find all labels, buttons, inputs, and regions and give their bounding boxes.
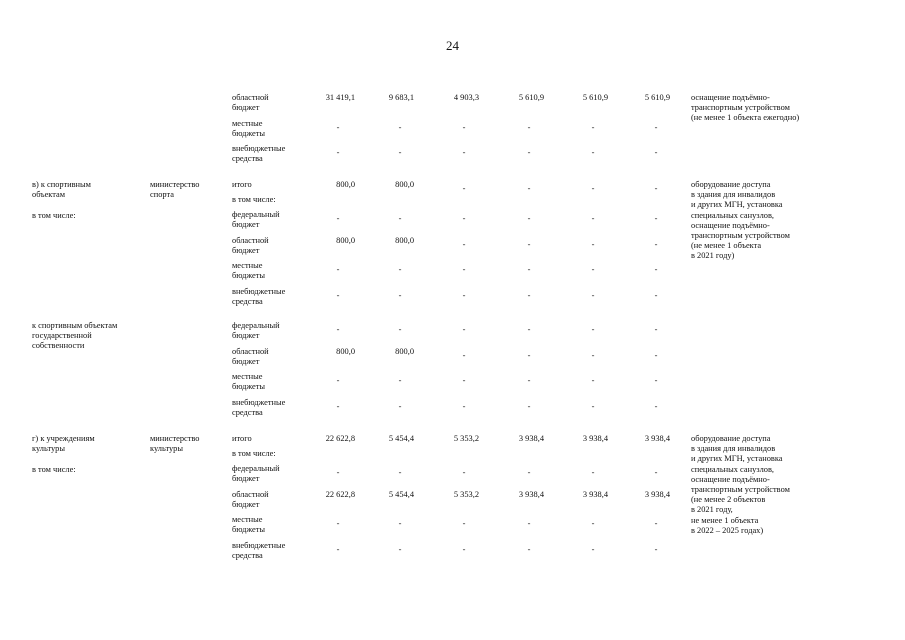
- value-dash: -: [654, 184, 658, 193]
- value-dash: -: [398, 401, 402, 411]
- funding-source: бюджеты: [232, 128, 266, 138]
- funding-source: местные: [232, 372, 263, 381]
- value-dash: -: [462, 544, 466, 554]
- section-label: объектам: [32, 190, 66, 200]
- value-dash: -: [336, 544, 340, 554]
- value-dash: -: [591, 148, 595, 157]
- value-dash: -: [654, 214, 658, 223]
- value-dash: -: [654, 350, 658, 360]
- section-label: культуры: [32, 444, 65, 454]
- funding-source: областной: [232, 489, 269, 499]
- value-dash: -: [527, 325, 531, 334]
- result-text: оснащение подъёмно-: [691, 474, 770, 484]
- value-dash: -: [654, 290, 658, 300]
- section-label: государственной: [32, 331, 92, 341]
- funding-source: средства: [232, 550, 263, 560]
- funding-source: федеральный: [232, 464, 280, 473]
- value-dash: -: [462, 376, 466, 385]
- value-dash: -: [654, 265, 658, 274]
- result-text: в 2021 году,: [691, 505, 733, 515]
- value-dash: -: [462, 148, 466, 157]
- ministry-name: министерство: [150, 434, 200, 443]
- value-dash: -: [591, 376, 595, 385]
- value-dash: -: [654, 376, 658, 385]
- funding-source: в том числе:: [232, 449, 276, 458]
- section-label: в том числе:: [32, 210, 76, 220]
- funding-source: местные: [232, 515, 263, 524]
- funding-source: бюджеты: [232, 525, 266, 535]
- result-text: оборудование доступа: [691, 434, 771, 443]
- value-dash: -: [398, 376, 402, 385]
- value-dash: -: [591, 290, 595, 300]
- value-dash: -: [336, 122, 340, 132]
- value-cell: 4 903,3: [453, 93, 479, 102]
- section-label: к спортивным объектам: [32, 321, 118, 330]
- value-cell: 800,0: [336, 235, 355, 245]
- result-text: оснащение подъёмно-: [691, 220, 770, 230]
- funding-source: бюджет: [232, 103, 260, 113]
- value-dash: -: [527, 401, 531, 411]
- value-cell: 22 622,8: [325, 434, 355, 443]
- value-cell: 3 938,4: [644, 434, 670, 443]
- value-cell: 5 353,2: [453, 434, 479, 443]
- result-text: (не менее 1 объекта ежегодно): [691, 113, 800, 123]
- value-cell: 5 454,4: [388, 434, 414, 443]
- funding-source: областной: [232, 235, 269, 245]
- funding-source: бюджет: [232, 499, 260, 509]
- value-dash: -: [591, 350, 595, 360]
- value-dash: -: [462, 239, 466, 249]
- value-dash: -: [654, 122, 658, 132]
- funding-source: средства: [232, 154, 263, 164]
- result-text: в здания для инвалидов: [691, 444, 776, 454]
- value-dash: -: [654, 401, 658, 411]
- funding-source: бюджет: [232, 220, 260, 230]
- funding-source: внебюджетные: [232, 144, 286, 153]
- funding-source: итого: [232, 434, 252, 443]
- value-cell: 3 938,4: [518, 489, 544, 499]
- value-dash: -: [398, 148, 402, 157]
- funding-source: бюджеты: [232, 382, 266, 392]
- value-dash: -: [654, 468, 658, 477]
- value-dash: -: [527, 468, 531, 477]
- result-text: в 2022 – 2025 годах): [691, 525, 764, 535]
- section-label: г) к учреждениям: [32, 434, 95, 443]
- value-dash: -: [336, 265, 340, 274]
- value-dash: -: [591, 265, 595, 274]
- funding-source: внебюджетные: [232, 286, 286, 296]
- funding-source: бюджет: [232, 245, 260, 255]
- value-cell: 3 938,4: [518, 434, 544, 443]
- value-cell: 5 454,4: [388, 489, 414, 499]
- value-dash: -: [462, 325, 466, 334]
- result-text: транспортным устройством: [691, 103, 790, 113]
- value-dash: -: [527, 519, 531, 528]
- value-dash: -: [527, 239, 531, 249]
- value-dash: -: [336, 214, 340, 223]
- value-cell: 31 419,1: [325, 93, 355, 102]
- ministry-name: министерство: [150, 180, 200, 189]
- result-text: специальных санузлов,: [691, 464, 774, 474]
- value-cell: 800,0: [336, 180, 355, 189]
- section-label: в) к спортивным: [32, 180, 91, 189]
- value-dash: -: [591, 184, 595, 193]
- ministry-name: культуры: [150, 444, 183, 454]
- value-dash: -: [527, 350, 531, 360]
- value-dash: -: [527, 148, 531, 157]
- value-cell: 9 683,1: [388, 93, 414, 102]
- funding-source: бюджет: [232, 331, 260, 341]
- value-dash: -: [527, 122, 531, 132]
- value-cell: 800,0: [395, 180, 414, 189]
- value-dash: -: [462, 519, 466, 528]
- value-dash: -: [591, 122, 595, 132]
- value-cell: 5 610,9: [518, 93, 544, 102]
- result-text: в 2021 году): [691, 251, 735, 261]
- value-cell: 5 353,2: [453, 489, 479, 499]
- result-text: специальных санузлов,: [691, 210, 774, 220]
- value-dash: -: [462, 401, 466, 411]
- value-dash: -: [654, 325, 658, 334]
- result-text: (не менее 2 объектов: [691, 495, 766, 505]
- value-dash: -: [591, 325, 595, 334]
- result-text: оснащение подъёмно-: [691, 93, 770, 102]
- value-dash: -: [398, 468, 402, 477]
- value-cell: 800,0: [336, 346, 355, 356]
- value-cell: 3 938,4: [582, 489, 608, 499]
- value-dash: -: [654, 544, 658, 554]
- funding-source: в том числе:: [232, 195, 276, 204]
- value-dash: -: [591, 401, 595, 411]
- funding-source: средства: [232, 407, 263, 417]
- value-dash: -: [654, 148, 658, 157]
- result-text: транспортным устройством: [691, 485, 790, 494]
- value-dash: -: [654, 519, 658, 528]
- value-dash: -: [462, 468, 466, 477]
- result-text: в здания для инвалидов: [691, 190, 776, 200]
- value-dash: -: [462, 184, 466, 193]
- ministry-name: спорта: [150, 190, 174, 200]
- value-dash: -: [398, 544, 402, 554]
- value-dash: -: [527, 376, 531, 385]
- value-cell: 5 610,9: [644, 93, 670, 102]
- value-dash: -: [462, 122, 466, 132]
- value-dash: -: [591, 468, 595, 477]
- value-dash: -: [654, 239, 658, 249]
- funding-source: местные: [232, 118, 263, 128]
- funding-source: итого: [232, 180, 252, 189]
- funding-source: бюджет: [232, 474, 260, 484]
- funding-source: областной: [232, 346, 269, 356]
- funding-source: местные: [232, 261, 263, 270]
- value-dash: -: [527, 544, 531, 554]
- funding-source: областной: [232, 93, 269, 102]
- value-dash: -: [462, 214, 466, 223]
- result-text: (не менее 1 объекта: [691, 241, 762, 251]
- result-text: и других МГН, установка: [691, 200, 783, 210]
- result-text: оборудование доступа: [691, 180, 771, 189]
- value-dash: -: [398, 214, 402, 223]
- value-dash: -: [591, 519, 595, 528]
- value-dash: -: [336, 401, 340, 411]
- result-text: не менее 1 объекта: [691, 515, 759, 525]
- funding-source: средства: [232, 296, 263, 306]
- value-dash: -: [462, 265, 466, 274]
- value-dash: -: [591, 239, 595, 249]
- funding-source: федеральный: [232, 210, 280, 219]
- funding-source: внебюджетные: [232, 540, 286, 550]
- value-dash: -: [591, 214, 595, 223]
- funding-source: бюджеты: [232, 271, 266, 281]
- value-dash: -: [336, 376, 340, 385]
- value-dash: -: [462, 290, 466, 300]
- value-cell: 5 610,9: [582, 93, 608, 102]
- value-cell: 800,0: [395, 346, 414, 356]
- section-label: собственности: [32, 341, 85, 351]
- value-cell: 22 622,8: [325, 489, 355, 499]
- value-dash: -: [591, 544, 595, 554]
- value-dash: -: [527, 290, 531, 300]
- value-dash: -: [398, 265, 402, 274]
- value-dash: -: [398, 122, 402, 132]
- result-text: транспортным устройством: [691, 231, 790, 240]
- value-dash: -: [398, 325, 402, 334]
- funding-source: внебюджетные: [232, 397, 286, 407]
- value-cell: 800,0: [395, 235, 414, 245]
- value-cell: 3 938,4: [644, 489, 670, 499]
- value-dash: -: [336, 468, 340, 477]
- value-dash: -: [398, 290, 402, 300]
- value-dash: -: [336, 519, 340, 528]
- result-text: и других МГН, установка: [691, 454, 783, 464]
- funding-source: федеральный: [232, 321, 280, 330]
- page-number: 24: [446, 38, 459, 53]
- value-dash: -: [527, 214, 531, 223]
- value-dash: -: [336, 290, 340, 300]
- value-dash: -: [398, 519, 402, 528]
- value-dash: -: [336, 325, 340, 334]
- value-dash: -: [336, 148, 340, 157]
- value-cell: 3 938,4: [582, 434, 608, 443]
- value-dash: -: [527, 184, 531, 193]
- funding-source: бюджет: [232, 356, 260, 366]
- value-dash: -: [527, 265, 531, 274]
- value-dash: -: [462, 350, 466, 360]
- section-label: в том числе:: [32, 464, 76, 474]
